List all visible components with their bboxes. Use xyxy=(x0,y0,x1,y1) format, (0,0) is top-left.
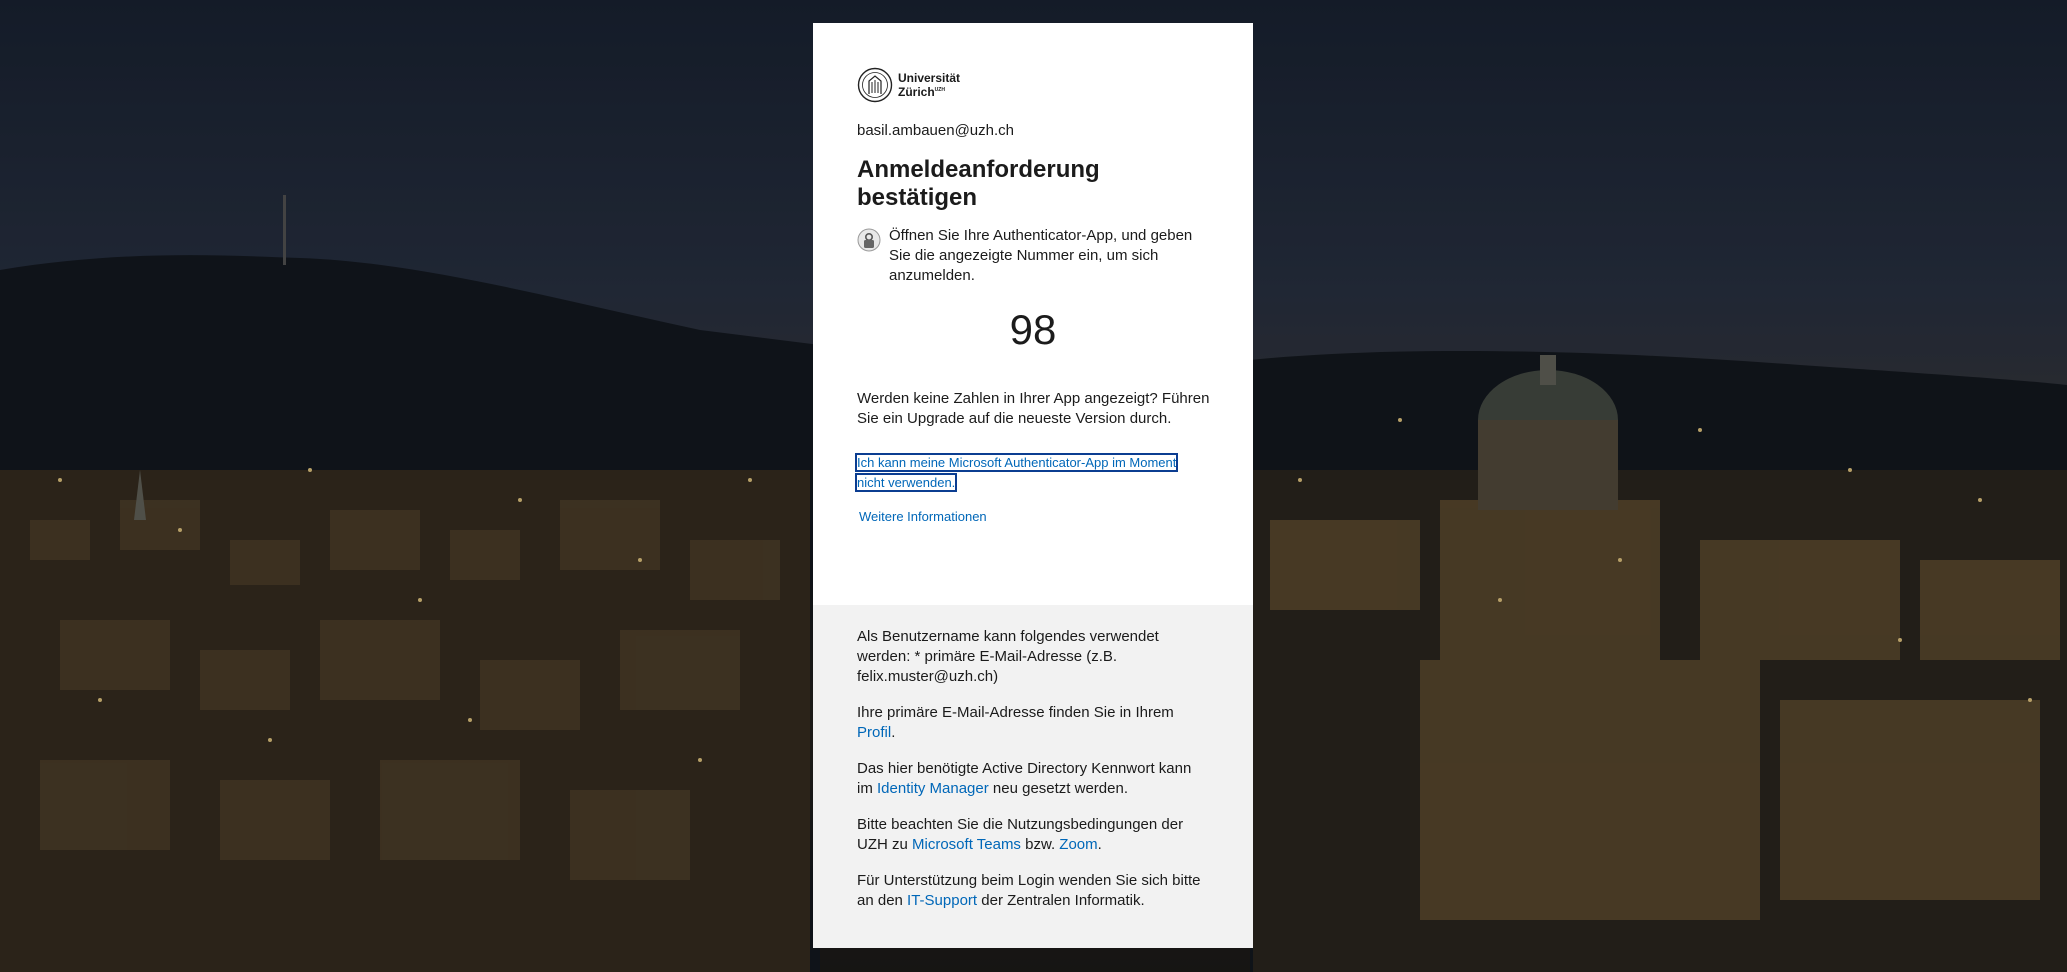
cannot-use-authenticator-link[interactable] xyxy=(857,453,1197,493)
logo-line2: Zürich xyxy=(898,85,935,99)
instruction-row xyxy=(857,226,1209,286)
footer-text: bzw. xyxy=(1020,836,1060,853)
uzh-logo xyxy=(857,67,960,103)
upgrade-hint: Werden keine Zahlen in Ihrer App angezeigt? Führen Sie ein Upgrade auf die neueste Version durch. xyxy=(857,390,1210,427)
zoom-link[interactable]: Zoom xyxy=(1059,836,1098,853)
footer-text: Ihre primäre E-Mail-Adresse finden Sie in Ihrem xyxy=(857,704,1174,721)
footer-info xyxy=(813,605,1253,948)
it-support-link[interactable]: IT-Support xyxy=(907,892,978,909)
footer-text: Das hier benötigte Active Directory Kennwort kann im xyxy=(857,760,1192,797)
logo-suffix: UZH xyxy=(934,87,945,93)
instruction-text: Öffnen Sie Ihre Authenticator-App, und geben Sie die angezeigte Nummer ein, um sich anzumelden. xyxy=(889,227,1193,284)
uzh-seal-icon xyxy=(857,67,893,103)
footer-text: der Zentralen Informatik. xyxy=(977,892,1145,909)
identity-manager-link[interactable]: Identity Manager xyxy=(877,780,989,797)
signin-card xyxy=(813,23,1253,948)
microsoft-teams-link[interactable]: Microsoft Teams xyxy=(912,836,1021,853)
footer-profile-info xyxy=(857,703,1209,743)
footer-text: Für Unterstützung beim Login wenden Sie sich bitte an den xyxy=(857,872,1201,909)
signin-card-main xyxy=(813,23,1253,605)
footer-text: neu gesetzt werden. xyxy=(988,780,1128,797)
page-title: Anmeldeanforderung bestätigen xyxy=(857,156,1100,211)
footer-terms-info xyxy=(857,815,1209,855)
footer-password-info xyxy=(857,759,1209,799)
footer-text: . xyxy=(891,724,896,741)
footer-username-info: Als Benutzername kann folgendes verwendet werden: * primäre E-Mail-Adresse (z.B. felix.muster@uzh.ch) xyxy=(857,628,1159,685)
verification-number: 98 xyxy=(1009,306,1057,353)
footer-text: . xyxy=(1097,836,1102,853)
more-info-link[interactable]: Weitere Informationen xyxy=(859,509,987,524)
logo-line1: Universität xyxy=(898,71,961,85)
footer-support-info xyxy=(857,871,1209,911)
cannot-use-link-line2: nicht verwenden. xyxy=(857,475,956,490)
account-email: basil.ambauen@uzh.ch xyxy=(857,122,1014,139)
authenticator-lock-icon xyxy=(857,226,881,254)
cannot-use-link-line1: Ich kann meine Microsoft Authenticator-App im Moment xyxy=(857,455,1177,470)
footer-text: Bitte beachten Sie die Nutzungsbedingungen der UZH zu xyxy=(857,816,1184,853)
profile-link[interactable]: Profil xyxy=(857,724,892,741)
